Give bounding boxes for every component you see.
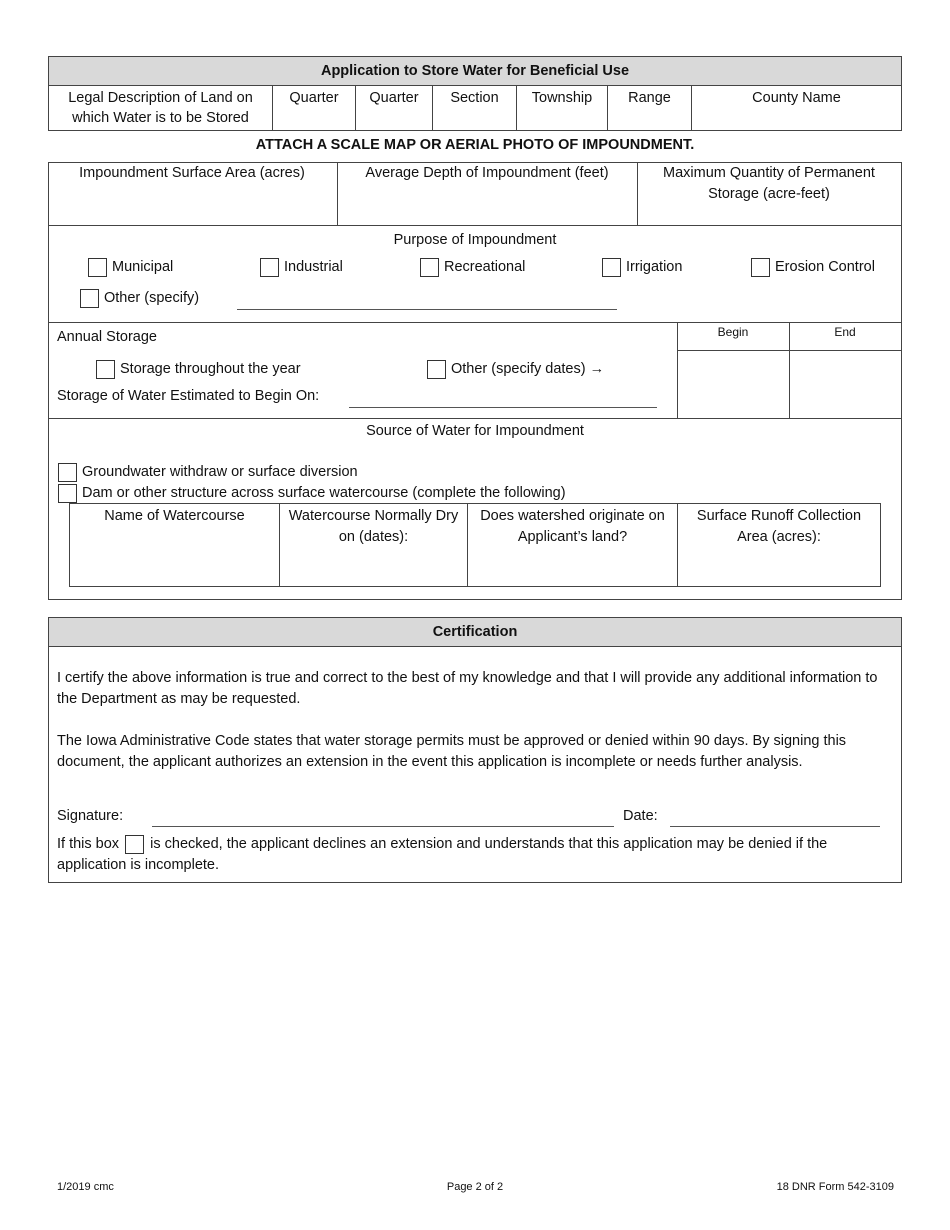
footer-form-number: 18 DNR Form 542-3109 <box>776 1181 894 1193</box>
storage-throughout-checkbox[interactable] <box>96 360 115 379</box>
other-purpose-checkbox[interactable] <box>80 289 99 308</box>
surface-area-field[interactable]: Impoundment Surface Area (acres) <box>79 165 305 181</box>
other-purpose-label: Other (specify) <box>104 290 200 306</box>
industrial-checkbox[interactable] <box>260 258 279 277</box>
industrial-label: Industrial <box>284 259 343 275</box>
storage-throughout-label: Storage throughout the year <box>120 361 301 377</box>
begin-on-label: Storage of Water Estimated to Begin On: <box>57 388 320 404</box>
date-line[interactable] <box>670 826 880 827</box>
recreational-label: Recreational <box>444 259 526 275</box>
begin-header: Begin <box>717 325 749 339</box>
section-cell[interactable]: Section <box>433 86 517 131</box>
purpose-recreational[interactable] <box>420 257 525 277</box>
groundwater-option[interactable] <box>58 462 358 482</box>
municipal-checkbox[interactable] <box>88 258 107 277</box>
annual-title: Annual Storage <box>57 329 157 345</box>
purpose-irrigation[interactable] <box>602 257 682 277</box>
attach-map-note: ATTACH A SCALE MAP OR AERIAL PHOTO OF IMPOUNDMENT. <box>255 137 695 153</box>
footer-page-number: Page 2 of 2 <box>446 1181 504 1193</box>
watercourse-table <box>69 503 881 587</box>
source-title: Source of Water for Impoundment <box>366 423 584 439</box>
dam-label: Dam or other structure across surface watercourse (complete the following) <box>82 485 566 501</box>
purpose-municipal[interactable] <box>88 257 173 277</box>
county-name-cell[interactable]: County Name <box>692 86 902 131</box>
max-quantity-field[interactable]: Maximum Quantity of Permanent Storage (acre-feet) <box>663 165 875 202</box>
end-date-field[interactable] <box>790 351 901 417</box>
storage-other-dates-label: Other (specify dates) → <box>451 361 605 377</box>
quarter-2-cell[interactable]: Quarter <box>356 86 433 131</box>
watershed-origin-field[interactable]: Does watershed originate on Applicant’s land? <box>468 504 678 587</box>
date-label: Date: <box>623 808 658 824</box>
decline-extension-checkbox[interactable] <box>125 835 144 854</box>
recreational-checkbox[interactable] <box>420 258 439 277</box>
decline-extension-text <box>57 834 897 876</box>
impoundment-col-divider <box>337 162 338 225</box>
purpose-other[interactable] <box>80 288 199 308</box>
municipal-label: Municipal <box>112 259 174 275</box>
erosion-control-label: Erosion Control <box>775 259 875 275</box>
signature-label: Signature: <box>57 808 124 824</box>
township-cell[interactable]: Township <box>517 86 608 131</box>
dam-option[interactable] <box>58 483 566 503</box>
other-purpose-line[interactable] <box>237 309 617 310</box>
decline-pre-text: If this box <box>57 836 120 852</box>
groundwater-checkbox[interactable] <box>58 463 77 482</box>
storage-other-dates-option[interactable] <box>427 359 604 379</box>
purpose-erosion-control[interactable] <box>751 257 875 277</box>
signature-line[interactable] <box>152 826 614 827</box>
storage-throughout-option[interactable] <box>96 359 301 379</box>
storage-other-dates-checkbox[interactable] <box>427 360 446 379</box>
irrigation-label: Irrigation <box>626 259 683 275</box>
annual-row-divider <box>48 322 902 323</box>
source-row-divider <box>48 418 902 419</box>
legal-description-table <box>48 85 902 131</box>
begin-date-field[interactable] <box>678 351 788 417</box>
watercourse-dry-dates-field[interactable]: Watercourse Normally Dry on (dates): <box>280 504 468 587</box>
impoundment-col-divider <box>637 162 638 225</box>
decline-post-text: is checked, the applicant declines an extension and understands that this application may be denied if the application is incomplete. <box>57 836 828 873</box>
footer-revision: 1/2019 cmc <box>57 1181 114 1193</box>
impoundment-row-divider <box>48 225 902 226</box>
runoff-area-field[interactable]: Surface Runoff Collection Area (acres): <box>678 504 881 587</box>
purpose-industrial[interactable] <box>260 257 343 277</box>
certification-paragraph-1: I certify the above information is true and correct to the best of my knowledge and that I will provide any additional information to the Department as may be requested. <box>57 670 878 707</box>
watercourse-name-field[interactable]: Name of Watercourse <box>70 504 280 587</box>
certification-title: Certification <box>49 618 901 647</box>
begin-on-line[interactable] <box>349 407 657 408</box>
quarter-1-cell[interactable]: Quarter <box>273 86 356 131</box>
erosion-control-checkbox[interactable] <box>751 258 770 277</box>
irrigation-checkbox[interactable] <box>602 258 621 277</box>
purpose-title: Purpose of Impoundment <box>393 232 557 248</box>
range-cell[interactable]: Range <box>608 86 692 131</box>
store-water-title: Application to Store Water for Beneficial Use <box>49 57 901 86</box>
groundwater-label: Groundwater withdraw or surface diversion <box>82 464 358 480</box>
dam-checkbox[interactable] <box>58 484 77 503</box>
average-depth-field[interactable]: Average Depth of Impoundment (feet) <box>365 165 609 181</box>
end-header: End <box>834 325 856 339</box>
legal-description-label: Legal Description of Land on which Water is to be Stored <box>49 86 273 131</box>
certification-paragraph-2: The Iowa Administrative Code states that water storage permits must be approved or denied within 90 days. By signing this document, the applicant authorizes an extension in the event this application is incomplete or needs further analysis. <box>57 733 847 770</box>
